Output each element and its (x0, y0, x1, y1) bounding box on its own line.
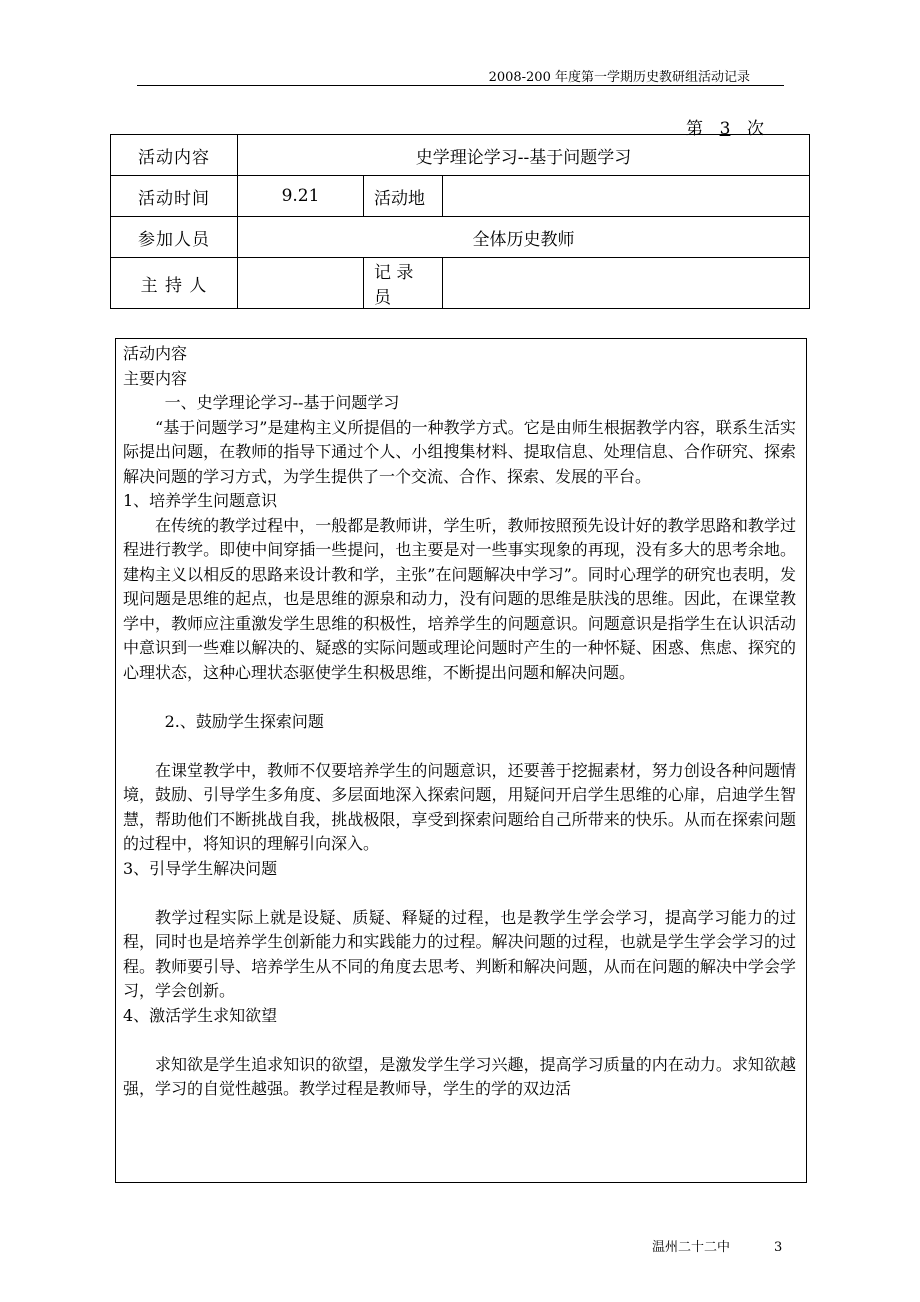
recorder-label: 记 录 员 (364, 258, 443, 309)
session-prefix: 第 (686, 119, 703, 139)
host-value (238, 258, 364, 309)
main-content-heading: 主要内容 (123, 368, 188, 388)
spacer (123, 1028, 796, 1053)
main-content-box (115, 338, 807, 1183)
place-value (443, 176, 810, 217)
participants-value: 全体历史教师 (238, 217, 810, 258)
time-value: 9.21 (238, 176, 364, 217)
document-header-title: 2008-200 年度第一学期历史教研组活动记录 (488, 70, 750, 85)
content-heading: 活动内容 (123, 344, 188, 363)
subsection-3-text: 教学过程实际上就是设疑、质疑、释疑的过程，也是教学生学会学习，提高学习能力的过程，同时也是培养学生创新能力和实践能力的过程。解决问题的过程，也就是学生学会学习的过程。教师要引导、培养学生从不同的角度去思考、判断和解决问题，从而在问题的解决中学会学习，学会创新。 (123, 907, 796, 1000)
header-divider (137, 85, 784, 86)
spacer (123, 734, 796, 759)
intro-paragraph: “基于问题学习”是建构主义所提倡的一种教学方式。它是由师生根据教学内容，联系生活实际提出问题，在教师的指导下通过个人、小组搜集材料、提取信息、处理信息、合作研究、探索解决问题的学习方式，为学生提供了一个交流、合作、探索、发展的平台。 (123, 417, 796, 486)
subsection-2-text: 在课堂教学中，教师不仅要培养学生的问题意识，还要善于挖掘素材，努力创设各种问题情境，鼓励、引导学生多角度、多层面地深入探索问题，用疑问开启学生思维的心扉，启迪学生智慧，帮助他们不断挑战自我，挑战极限，享受到探索问题给自己所带来的快乐。从而在探索问题的过程中，将知识的理解引向深入。 (123, 760, 796, 853)
content-value: 史学理论学习--基于问题学习 (238, 135, 810, 176)
place-label: 活动地 (364, 176, 443, 217)
footer-school: 温州二十二中 (652, 1240, 731, 1255)
session-suffix: 次 (747, 119, 764, 139)
spacer (123, 881, 796, 906)
subsection-4-title: 4、激活学生求知欲望 (123, 1005, 278, 1025)
page-number: 3 (774, 1240, 783, 1255)
section-title: 一、史学理论学习--基于问题学习 (164, 393, 400, 412)
subsection-3-title: 3、引导学生解决问题 (123, 858, 278, 878)
spacer (123, 685, 796, 710)
session-number: 3 (719, 119, 731, 139)
subsection-1-text: 在传统的教学过程中，一般都是教师讲，学生听，教师按照预先设计好的教学思路和教学过程进行教学。即使中间穿插一些提问，也主要是对一些事实现象的再现，没有多大的思考余地。建构主义以相反的思路来设计教和学，主张”在问题解决中学习”。同时心理学的研究也表明，发现问题是思维的起点，也是思维的源泉和动力，没有问题的思维是肤浅的思维。因此，在课堂教学中，教师应注重激发学生思维的积极性，培养学生的问题意识。问题意识是指学生在认识活动中意识到一些难以解决的、疑惑的实际问题或理论问题时产生的一种怀疑、困惑、焦虑、探究的心理状态，这种心理状态驱使学生积极思维，不断提出问题和解决问题。 (123, 515, 796, 682)
host-label: 主 持 人 (111, 258, 238, 309)
subsection-2-title: 2.、鼓励学生探索问题 (164, 711, 324, 731)
row-time-place (111, 176, 810, 217)
row-host-recorder (111, 258, 810, 309)
subsection-4-text: 求知欲是学生追求知识的欲望，是激发学生学习兴趣，提高学习质量的内在动力。求知欲越强，学习的自觉性越强。教学过程是教师导，学生的学的双边活 (123, 1054, 796, 1098)
recorder-value (443, 258, 810, 309)
time-label: 活动时间 (111, 176, 238, 217)
page-footer (652, 1236, 782, 1255)
row-content (111, 135, 810, 176)
participants-label: 参加人员 (111, 217, 238, 258)
subsection-1-title: 1、培养学生问题意识 (123, 491, 278, 510)
content-label: 活动内容 (111, 135, 238, 176)
row-participants (111, 217, 810, 258)
activity-info-table (110, 134, 810, 309)
